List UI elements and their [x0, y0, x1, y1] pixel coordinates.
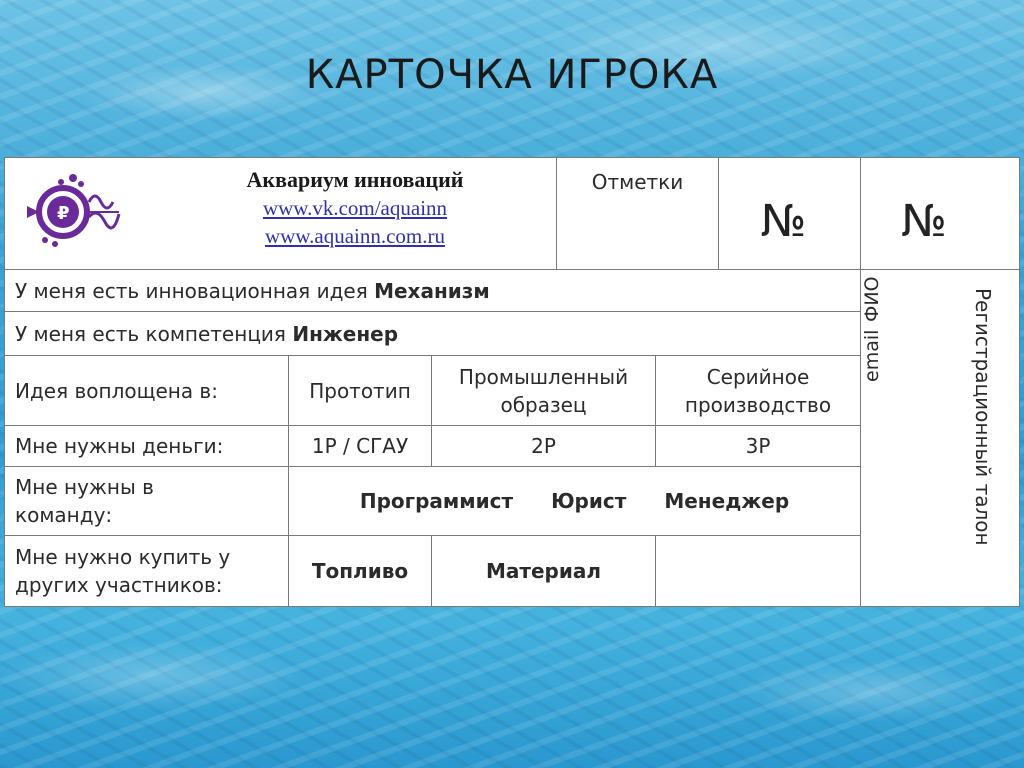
aquarium-logo-icon [15, 162, 125, 252]
item-material: Материал [485, 559, 602, 583]
row-competence [4, 311, 861, 356]
money-label-cell [4, 425, 289, 467]
embodied-option-3 [655, 355, 861, 426]
stub-lines [861, 276, 939, 382]
competence-label: У меня есть компетенция [15, 321, 286, 346]
slide-title: КАРТОЧКА ИГРОКА [305, 52, 719, 98]
competence-value: Инженер [292, 321, 399, 346]
role-lawyer: Юрист [551, 489, 627, 513]
role-programmer: Программист [359, 489, 514, 513]
embodied-option-1 [288, 355, 432, 426]
buy-label-cell [4, 535, 289, 607]
money-label: Мне нужны деньги: [15, 434, 224, 458]
money-option-1 [288, 425, 432, 467]
buy-label: Мне нужно купить у других участников: [15, 545, 231, 597]
marks-label: Отметки [591, 170, 684, 194]
money-1r: 1Р / СГАУ [311, 434, 409, 458]
number-cell-2 [860, 157, 1020, 270]
team-label: Мне нужны в команду: [15, 475, 154, 527]
team-label-cell [4, 466, 289, 536]
stub-title: Регистрационный талон [971, 288, 995, 546]
marks-cell [556, 157, 719, 270]
idea-value: Механизм [374, 278, 490, 303]
number-sign-1: № [760, 196, 807, 247]
registration-stub [860, 269, 1020, 607]
item-fuel: Топливо [311, 559, 409, 583]
buy-item-empty [655, 535, 861, 607]
money-2r: 2Р [531, 434, 556, 458]
row-idea [4, 269, 861, 312]
site-link[interactable]: www.aquainn.com.ru [264, 224, 445, 248]
embodied-label: Идея воплощена в: [15, 378, 218, 403]
header-logo-cell [4, 157, 557, 270]
org-name: Аквариум инноваций [246, 167, 464, 192]
money-option-3 [655, 425, 861, 467]
embodied-option-2 [431, 355, 656, 426]
stub-email: email [861, 329, 883, 382]
team-roles-cell [288, 466, 861, 536]
embodied-label-cell [4, 355, 289, 426]
option-industrial-sample: Промышленный образец [458, 364, 629, 417]
option-serial-production: Серийное производство [684, 364, 832, 417]
buy-item-2 [431, 535, 656, 607]
stub-fio: ФИО [861, 276, 883, 322]
player-card [4, 157, 1020, 607]
buy-item-1 [288, 535, 432, 607]
money-option-2 [431, 425, 656, 467]
idea-label: У меня есть инновационная идея [15, 278, 368, 303]
role-manager: Менеджер [664, 489, 790, 513]
option-prototype: Прототип [309, 378, 411, 403]
svg-text:₽: ₽ [57, 203, 70, 224]
number-cell-1 [718, 157, 861, 270]
money-3r: 3Р [745, 434, 771, 458]
number-sign-2: № [901, 196, 947, 247]
vk-link[interactable]: www.vk.com/aquainn [262, 196, 448, 220]
